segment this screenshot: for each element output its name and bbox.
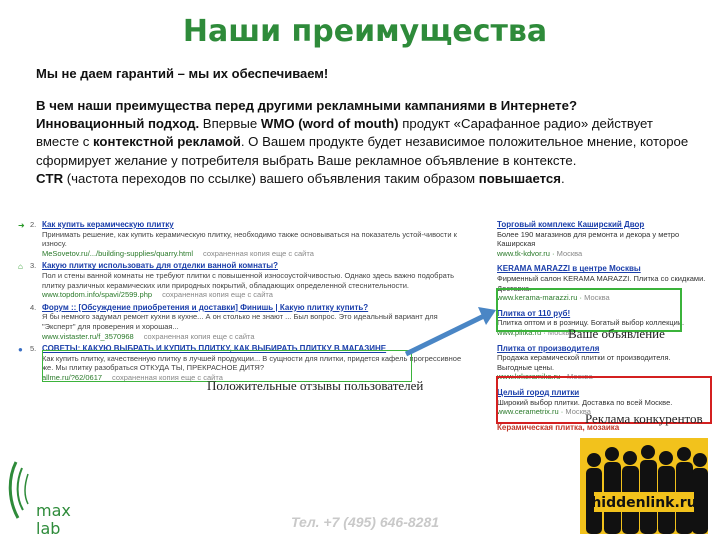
- result-snippet: Пол и стены ванной комнаты не требуют плитки с повышенной износоустойчивостью. Однако здесь важно подобрать плитку различных керамических или природных покрытий, обладающих определенной стеснительности.: [42, 270, 454, 290]
- result-number: 4.: [30, 302, 37, 312]
- para-text-4: (частота переходов по ссылке) вашего объявления таким образом: [63, 170, 479, 186]
- result-title-link[interactable]: СОВЕТЫ: КАКУЮ ВЫБРАТЬ И КУПИТЬ ПЛИТКУ, КАК ВЫБИРАТЬ ПЛИТКУ В МАГАЗИНЕ: [42, 344, 387, 354]
- logo-text-lab: lab: [36, 519, 61, 538]
- ad-text: Плитка оптом и в розницу. Богатый выбор коллекции.: [497, 318, 685, 328]
- ad-city: Москва: [556, 248, 583, 258]
- wmo-text: WMO (word of mouth): [260, 116, 399, 132]
- ad-url[interactable]: www.cerametrix.ru · Москва: [497, 407, 591, 417]
- ad-url-text[interactable]: www.kerama-marazzi.ru: [497, 293, 578, 303]
- phone-number: Тел. +7 (495) 646-8281: [290, 514, 440, 530]
- result-snippet: Принимать решение, как купить керамическую плитку, необходимо также основываться на показатель устой-чивости к износу.: [42, 229, 457, 249]
- ad-url-text[interactable]: www.krkeramika.ru: [497, 372, 561, 382]
- ad-title-link[interactable]: Целый город плитки: [497, 387, 580, 397]
- result-number: 5.: [30, 344, 37, 354]
- user-reviews-label: Положительные отзывы пользователей: [207, 378, 424, 393]
- logo-text-max: max: [36, 501, 71, 520]
- ad-text: Фирменный салон KERAMA MARAZZI. Плитка со скидками. Доставка.: [497, 273, 706, 293]
- ad-url[interactable]: www.krkeramika.ru · Москва: [497, 372, 593, 382]
- ad-city: Москва: [547, 327, 574, 337]
- your-ad-label: Ваше объявление: [568, 326, 665, 341]
- innovative-approach-text: Инновационный подход.: [36, 116, 200, 132]
- people-silhouettes-icon: [580, 438, 708, 534]
- ad-city: Москва: [565, 407, 591, 417]
- result-url-text[interactable]: allme.ru/?62/0617: [42, 372, 103, 382]
- ad-title-link[interactable]: Керамическая плитка, мозаика: [497, 422, 620, 432]
- result-title-link[interactable]: Форум :: [Обсуждение приобретения и доставки] Финишь | Какую плитку купить?: [42, 302, 369, 312]
- result-snippet: Я бы немного задумал ремонт кухни в кухне... А он столько не знают ... Был вопрос. Это идеальный вариант для "Эксперт" для проверения и хорошая...: [42, 312, 438, 331]
- banner-text: hiddenlink.ru: [591, 495, 697, 511]
- hiddenlink-banner[interactable]: [580, 438, 708, 534]
- ad-url[interactable]: www.tk-kdvor.ru · Москва: [497, 248, 583, 258]
- ad-url[interactable]: www.kerama-marazzi.ru · Москва: [497, 293, 610, 303]
- result-title-link[interactable]: Какую плитку использовать для отделки ванной комнаты?: [42, 261, 279, 271]
- ad-text: Продажа керамической плитки от производителя. Выгодные цены.: [497, 353, 671, 372]
- ad-title-link[interactable]: Плитка от 110 руб!: [497, 308, 571, 318]
- result-links[interactable]: сохраненная копия еще с сайта: [203, 248, 314, 258]
- ad-url-text[interactable]: www.tk-kdvor.ru: [497, 248, 550, 258]
- ad-title-link[interactable]: Торговый комплекс Каширский Двор: [497, 220, 645, 229]
- lead-text: Мы не даем гарантий – мы их обеспечиваем!: [36, 66, 329, 81]
- result-number: 2.: [30, 220, 37, 229]
- increases-text: повышается: [478, 170, 561, 186]
- result-url-text[interactable]: www.vistaster.ru/f_3570968: [42, 331, 134, 341]
- home-icon: ⌂: [18, 262, 23, 272]
- context-ads-text: контекстной рекламой: [93, 134, 241, 150]
- ad-text: Более 190 магазинов для ремонта и декора у метро Каширская: [497, 229, 680, 249]
- result-snippet: Как купить плитку, качественную плитку в лучшей продукции... В сущности для плитки, придется кафель прогрессивное же. Мы плитку разобраться ОТКУДА ТЫ, ПРЕКРАСНОЕ ДИТЯ?: [42, 353, 462, 373]
- result-number: 3.: [30, 261, 37, 271]
- result-links[interactable]: сохраненная копия еще с сайта: [112, 372, 223, 382]
- competitors-label: Реклама конкурентов: [585, 411, 703, 426]
- slide-title: Наши преимущества: [182, 14, 548, 49]
- green-arrow-icon: ➜: [18, 221, 25, 230]
- ad-city: Москва: [567, 372, 593, 382]
- result-links[interactable]: сохраненная копия еще с сайта: [162, 290, 273, 300]
- para-text-3: . О Вашем продукте будет независимое положительное мнение, которое сформирует желание у потребителя выбрать Ваше рекламное объявление в контексте.: [36, 134, 689, 168]
- ad-url-text[interactable]: www.cerametrix.ru: [497, 407, 559, 417]
- result-url-text[interactable]: www.topdom.info/spavi/2599.php: [42, 290, 153, 300]
- ad-title-link[interactable]: KERAMA MARAZZI в центре Москвы: [497, 264, 641, 274]
- ad-url-text[interactable]: www.plitka.ru: [497, 327, 542, 337]
- result-title-link[interactable]: Как купить керамическую плитку: [42, 220, 174, 229]
- question-text: В чем наши преимущества перед другими рекламными кампаниями в Интернете?: [36, 98, 578, 113]
- para-text-5: .: [560, 170, 565, 186]
- para-text-2: продукт «Сарафанное радио» действует вместе с: [36, 116, 653, 150]
- result-url-text[interactable]: MeSovetov.ru/.../building-supplies/quarry.html: [42, 248, 194, 258]
- para-text-1: Впервые: [199, 116, 261, 132]
- globe-icon: ●: [18, 345, 23, 355]
- ad-city: Москва: [584, 293, 610, 303]
- ctr-text: CTR: [36, 170, 64, 186]
- ad-title-link[interactable]: Плитка от производителя: [497, 343, 600, 353]
- maxlab-logo: [6, 454, 76, 538]
- ad-url[interactable]: www.plitka.ru · Москва: [497, 327, 574, 337]
- ad-text: Широкий выбор плитки. Доставка по всей Москве.: [497, 397, 673, 407]
- result-links[interactable]: сохраненная копия еще с сайта: [143, 331, 255, 341]
